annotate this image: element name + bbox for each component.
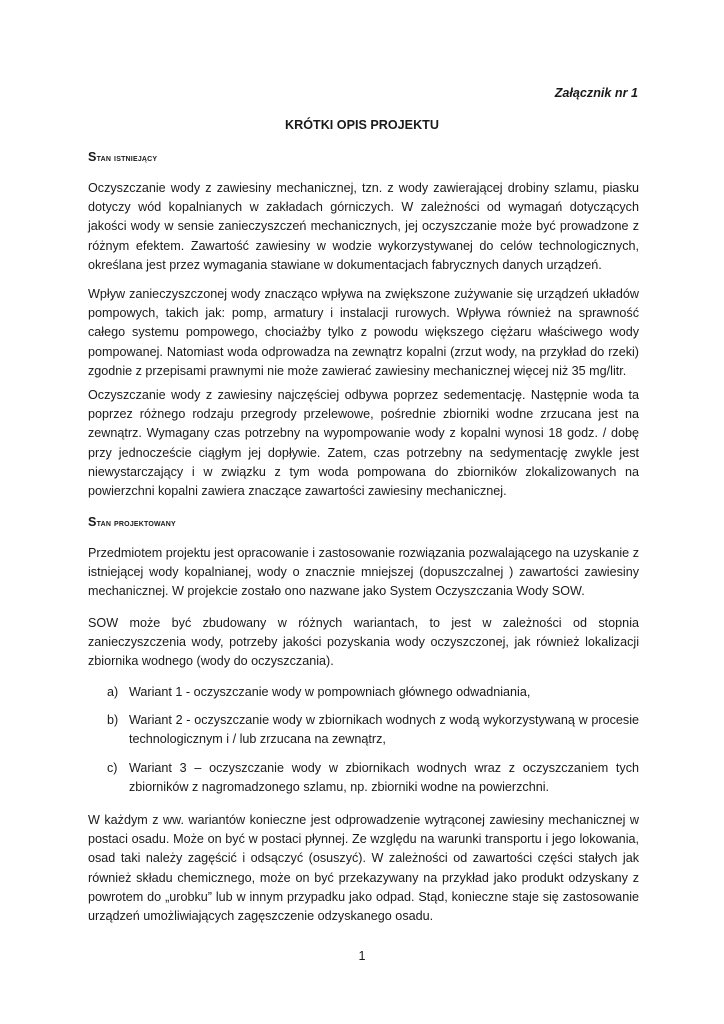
list-item-text: Wariant 1 - oczyszczanie wody w pompowniach głównego odwadniania, (129, 685, 531, 699)
section-heading-initial: S (88, 150, 97, 164)
paragraph-existing-1: Oczyszczanie wody z zawiesiny mechanicznej, tzn. z wody zawierającej drobiny szlamu, piasku dotyczy wód kopalnianych w zakładach górniczych. W zależności od wymagań dotyczących jakości wody w sensie zanieczyszczeń mechanicznych, jej oczyszczanie może być prowadzone z różnym efektem. Zawartość zawiesiny w wodzie wykorzystywanej do celów technologicznych, określana jest przez wymagania stawiane w dokumentacjach fabrycznych danych urządzeń. (88, 181, 639, 272)
section-heading-text: tan projektowany (96, 518, 176, 529)
page-number: 1 (358, 949, 366, 963)
paragraph-existing-2: Wpływ zanieczyszczonej wody znacząco wpływa na zwiększone zużywanie się urządzeń układów pompowych, takich jak: pomp, armatury i instalacji rurowych. Wpływa również na sprawność całego systemu pompowego, chociażby tylko z powodu większego ciężaru właściwego wody pompowanej. Natomiast woda odprowadza na zewnątrz kopalni (zrzut wody, na przykład do rzeki) zgodnie z przepisami prawnymi nie może zawierać zawiesiny mechanicznej więcej niż 35 mg/litr. (88, 287, 639, 378)
list-item (88, 759, 639, 797)
section-heading-text: tan istniejący (96, 153, 158, 164)
list-item-label: c) (107, 760, 118, 775)
annex-label: Załącznik nr 1 (554, 86, 638, 100)
document-title: KRÓTKI OPIS PROJEKTU (285, 118, 439, 132)
list-item-text: Wariant 2 - oczyszczanie wody w zbiornikach wodnych z wodą wykorzystywaną w procesie technologicznym i / lub zrzucana na zewnątrz, (129, 713, 639, 747)
section-heading-existing (88, 150, 157, 164)
paragraph-planned-2: SOW może być zbudowany w różnych wariantach, to jest w zależności od stopnia zanieczyszczenia wody, potrzeby jakości pozyskania wody oczyszczonej, jak również lokalizacji zbiornika wodnego (wody do oczyszczania). (88, 616, 639, 669)
paragraph-planned-1: Przedmiotem projektu jest opracowanie i zastosowanie rozwiązania pozwalającego na uzyskanie z istniejącej wody kopalnianej, wody o znacznie mniejszej (dopuszczalnej ) zawartości zawiesiny mechanicznej. W projekcie zostało ono nazwane jako System Oczyszczania Wody SOW. (88, 546, 639, 599)
list-item-label: b) (107, 713, 119, 728)
list-item (88, 683, 639, 702)
section-heading-initial: S (88, 515, 97, 529)
paragraph-planned-3: W każdym z ww. wariantów konieczne jest odprowadzenie wytrąconej zawiesiny mechanicznej w postaci osadu. Może on być w postaci płynnej. Ze względu na warunki transportu i jego lokowania, osad taki należy zagęścić i odsączyć (osuszyć). W zależności od zawartości części stałych jak również składu chemicznego, może on być przekazywany na przykład jako produkt odzyskany z powrotem do „urobku” lub w innym przypadku jako odpad. Stąd, konieczne staje się zastosowanie urządzeń umożliwiających zagęszczenie odzyskanego osadu. (88, 813, 639, 924)
list-item-label: a) (107, 685, 119, 699)
list-item-text: Wariant 3 – oczyszczanie wody w zbiornikach wodnych wraz z oczyszczaniem tych zbiorników z nagromadzonego szlamu, np. zbiorniki wodne na powierzchni. (129, 760, 639, 794)
section-heading-planned (88, 515, 176, 529)
list-item (88, 711, 639, 749)
variants-list (88, 683, 639, 797)
paragraph-existing-3: Oczyszczanie wody z zawiesiny najczęściej odbywa poprzez sedementację. Następnie woda ta poprzez różnego rodzaju przegrody przelewowe, pośrednie zbiorniki wodne zrzucana jest na zewnątrz. Wymagany czas potrzebny na wypompowanie wody z kopalni wynosi 18 godz. / dobę przy jednoczeście ciągłym jej dopływie. Zatem, czas potrzebny na sedymentację zwykle jest niewystarczający i w związku z tym woda pompowana do zbiorników zlokalizowanych na powierzchni kopalni zawiera znaczące zawartości zawiesiny mechanicznej. (88, 388, 639, 499)
